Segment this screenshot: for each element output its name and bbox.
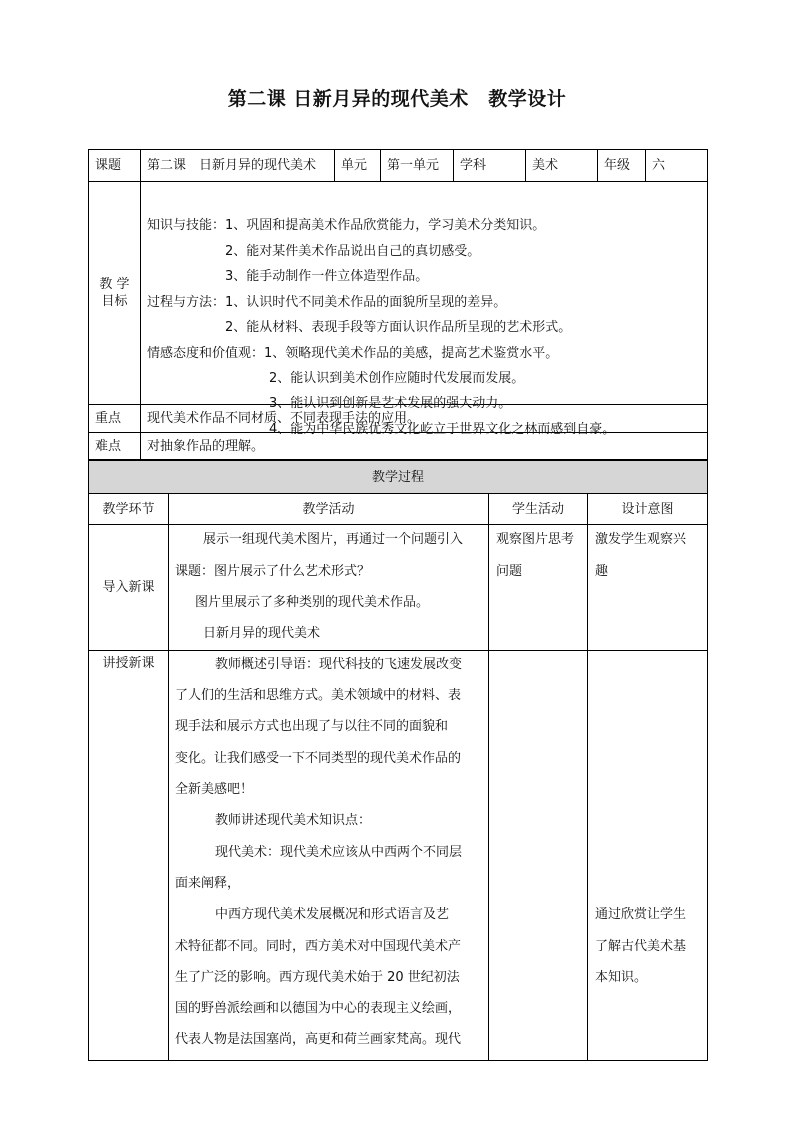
intro-activity: [169, 525, 489, 651]
intent-line: 通过欣赏让学生: [595, 907, 687, 922]
activity-line: 教师讲述现代美术知识点：: [215, 813, 372, 828]
goal-line: 过程与方法：1、认识时代不同美术作品的面貌所呈现的差异。: [147, 295, 507, 310]
intro-row: [89, 525, 708, 651]
activity-line: 了人们的生活和思维方式。美术领域中的材料、表: [175, 688, 462, 703]
intent-line: 本知识。: [595, 970, 648, 985]
goal-line: 2、能对某件美术作品说出自己的真切感受。: [225, 244, 481, 259]
intro-intent: [588, 525, 708, 651]
grade-label: 年级: [598, 150, 646, 182]
goals-label-line2: 目标: [101, 294, 128, 309]
subject-value: 美术: [526, 150, 598, 182]
header-student: 学生活动: [489, 494, 588, 525]
goal-line: 2、能从材料、表现手段等方面认识作品所呈现的艺术形式。: [225, 320, 572, 335]
activity-line: 全新美感吧！: [175, 782, 254, 797]
document-title: 第二课 日新月异的现代美术 教学设计: [227, 88, 567, 110]
goals-label-line1: 教 学: [99, 277, 130, 292]
goal-line: 3、能认识到创新是艺术发展的强大动力。: [269, 396, 512, 411]
key-points-value: 现代美术作品不同材质、不同表现手法的应用。: [141, 405, 708, 433]
activity-line: 中西方现代美术发展概况和形式语言及艺: [215, 907, 450, 922]
goal-line: 3、能手动制作一件立体造型作品。: [225, 269, 429, 284]
intent-line: 激发学生观察兴: [595, 532, 687, 547]
course-value: 第二课 日新月异的现代美术: [141, 150, 335, 182]
goal-line: 情感态度和价值观：1、领略现代美术作品的美感，提高艺术鉴赏水平。: [147, 346, 559, 361]
intent-line: 了解古代美术基: [595, 939, 687, 954]
difficulty-value: 对抽象作品的理解。: [141, 433, 708, 460]
activity-line: 现手法和展示方式也出现了与以往不同的面貌和: [175, 719, 449, 734]
course-label: 课题: [89, 150, 141, 182]
activity-line: 现代美术：现代美术应该从中西两个不同层: [215, 845, 463, 860]
intent-line: 趣: [595, 564, 609, 579]
lecture-stage: 讲授新课: [89, 651, 169, 1061]
process-heading-row: [89, 461, 708, 494]
header-intent: 设计意图: [588, 494, 708, 525]
intro-student-activity: [489, 525, 588, 651]
lecture-row: [89, 651, 708, 1061]
process-header-row: [89, 494, 708, 525]
header-stage: 教学环节: [89, 494, 169, 525]
activity-line: 面来阐释，: [175, 876, 241, 891]
activity-line: 日新月异的现代美术: [203, 626, 321, 641]
goals-label: [89, 182, 141, 405]
lecture-student-activity: [489, 651, 588, 1061]
activity-line: 展示一组现代美术图片，再通过一个问题引入: [203, 532, 464, 547]
process-table: [88, 460, 708, 1061]
unit-label: 单元: [335, 150, 381, 182]
activity-line: 课题：图片展示了什么艺术形式？: [175, 564, 371, 579]
lecture-activity: [169, 651, 489, 1061]
grade-value: 六: [646, 150, 708, 182]
activity-line: 图片里展示了多种类别的现代美术作品。: [195, 595, 430, 610]
process-heading: 教学过程: [89, 461, 708, 494]
subject-label: 学科: [454, 150, 526, 182]
goal-line: 4、能为中华民族优秀文化屹立于世界文化之林而感到自豪。: [269, 422, 616, 437]
goals-row: [89, 182, 708, 405]
info-table: [88, 149, 708, 460]
difficulty-label: 难点: [89, 433, 141, 460]
unit-value: 第一单元: [381, 150, 454, 182]
course-row: [89, 150, 708, 182]
activity-line: 生了广泛的影响。西方现代美术始于 20 世纪初法: [175, 970, 460, 985]
goal-line: 2、能认识到美术创作应随时代发展而发展。: [269, 371, 525, 386]
goal-line: 知识与技能：1、巩固和提高美术作品欣赏能力，学习美术分类知识。: [147, 218, 546, 233]
activity-line: 教师概述引导语：现代科技的飞速发展改变: [215, 657, 463, 672]
student-line: 观察图片思考: [496, 532, 575, 547]
student-line: 问题: [496, 564, 523, 579]
activity-line: 变化。让我们感受一下不同类型的现代美术作品的: [175, 751, 462, 766]
lecture-intent: [588, 651, 708, 1061]
activity-line: 国的野兽派绘画和以德国为中心的表现主义绘画，: [175, 1001, 462, 1016]
header-activity: 教学活动: [169, 494, 489, 525]
key-points-label: 重点: [89, 405, 141, 433]
intro-stage: 导入新课: [89, 525, 169, 651]
activity-line: 术特征都不同。同时，西方美术对中国现代美术产: [175, 939, 462, 954]
activity-line: 代表人物是法国塞尚，高更和荷兰画家梵高。现代: [175, 1032, 462, 1047]
